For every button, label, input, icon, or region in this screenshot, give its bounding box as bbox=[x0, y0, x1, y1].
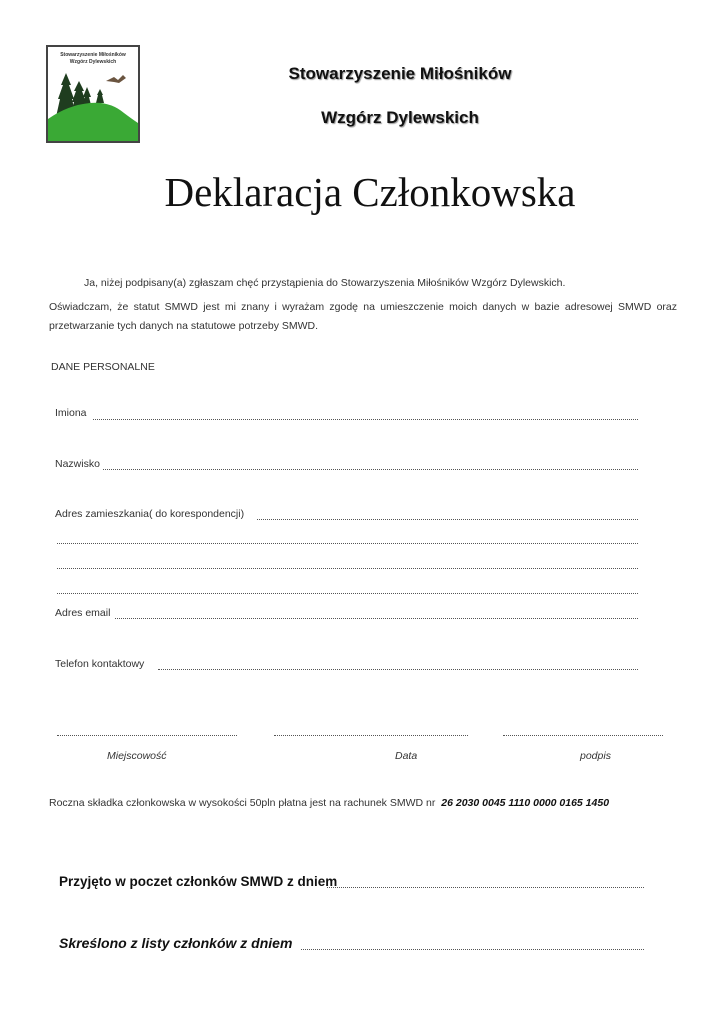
address-field-line4[interactable] bbox=[57, 593, 638, 594]
page-title: Deklaracja Członkowska bbox=[164, 169, 576, 215]
address-field-line1[interactable] bbox=[257, 519, 638, 520]
signature-caption: podpis bbox=[580, 750, 611, 762]
phone-label: Telefon kontaktowy bbox=[55, 658, 145, 670]
signature-field[interactable] bbox=[503, 735, 663, 736]
logo-text-line2: Wzgórz Dylewskich bbox=[69, 59, 117, 65]
address-field-line3[interactable] bbox=[57, 568, 638, 569]
section-title: DANE PERSONALNE bbox=[51, 361, 155, 373]
logo-text-line1: Stowarzyszenie Miłośników bbox=[60, 52, 126, 58]
accepted-date-field[interactable] bbox=[327, 887, 644, 888]
organization-logo bbox=[46, 45, 140, 143]
fee-text: Roczna składka członkowska w wysokości 50pln płatna jest na rachunek SMWD nr bbox=[49, 797, 436, 809]
intro-line2: Oświadczam, że statut SMWD jest mi znany i wyrażam zgodę na umieszczenie moich danych w bazie adresowej SMWD oraz bbox=[49, 301, 677, 313]
surname-label: Nazwisko bbox=[55, 458, 100, 470]
address-field-line2[interactable] bbox=[57, 543, 638, 544]
address-label: Adres zamieszkania( do korespondencji) bbox=[55, 508, 245, 520]
email-label: Adres email bbox=[55, 607, 111, 619]
removed-label: Skreślono z listy członków z dniem bbox=[59, 935, 293, 951]
intro-line3: przetwarzanie tych danych na statutowe potrzeby SMWD. bbox=[49, 320, 319, 332]
phone-field[interactable] bbox=[158, 669, 638, 670]
intro-line1: Ja, niżej podpisany(a) zgłaszam chęć przystąpienia do Stowarzyszenia Miłośników Wzgórz Dylewskich. bbox=[84, 277, 566, 289]
place-field[interactable] bbox=[57, 735, 237, 736]
first-names-label: Imiona bbox=[55, 407, 87, 419]
organization-name-line2: Wzgórz Dylewskich bbox=[321, 108, 479, 127]
email-field[interactable] bbox=[115, 618, 638, 619]
bank-account-number: 26 2030 0045 1110 0000 0165 1450 bbox=[441, 797, 610, 809]
first-names-field[interactable] bbox=[93, 419, 638, 420]
forest-hill-bird-icon bbox=[48, 47, 138, 141]
surname-field[interactable] bbox=[103, 469, 638, 470]
date-field[interactable] bbox=[274, 735, 468, 736]
fee-line bbox=[49, 797, 609, 809]
organization-name-line1: Stowarzyszenie Miłośników bbox=[288, 64, 512, 83]
place-caption: Miejscowość bbox=[107, 750, 167, 762]
removed-date-field[interactable] bbox=[301, 949, 644, 950]
accepted-label: Przyjęto w poczet członków SMWD z dniem bbox=[59, 874, 338, 889]
date-caption: Data bbox=[395, 750, 418, 762]
